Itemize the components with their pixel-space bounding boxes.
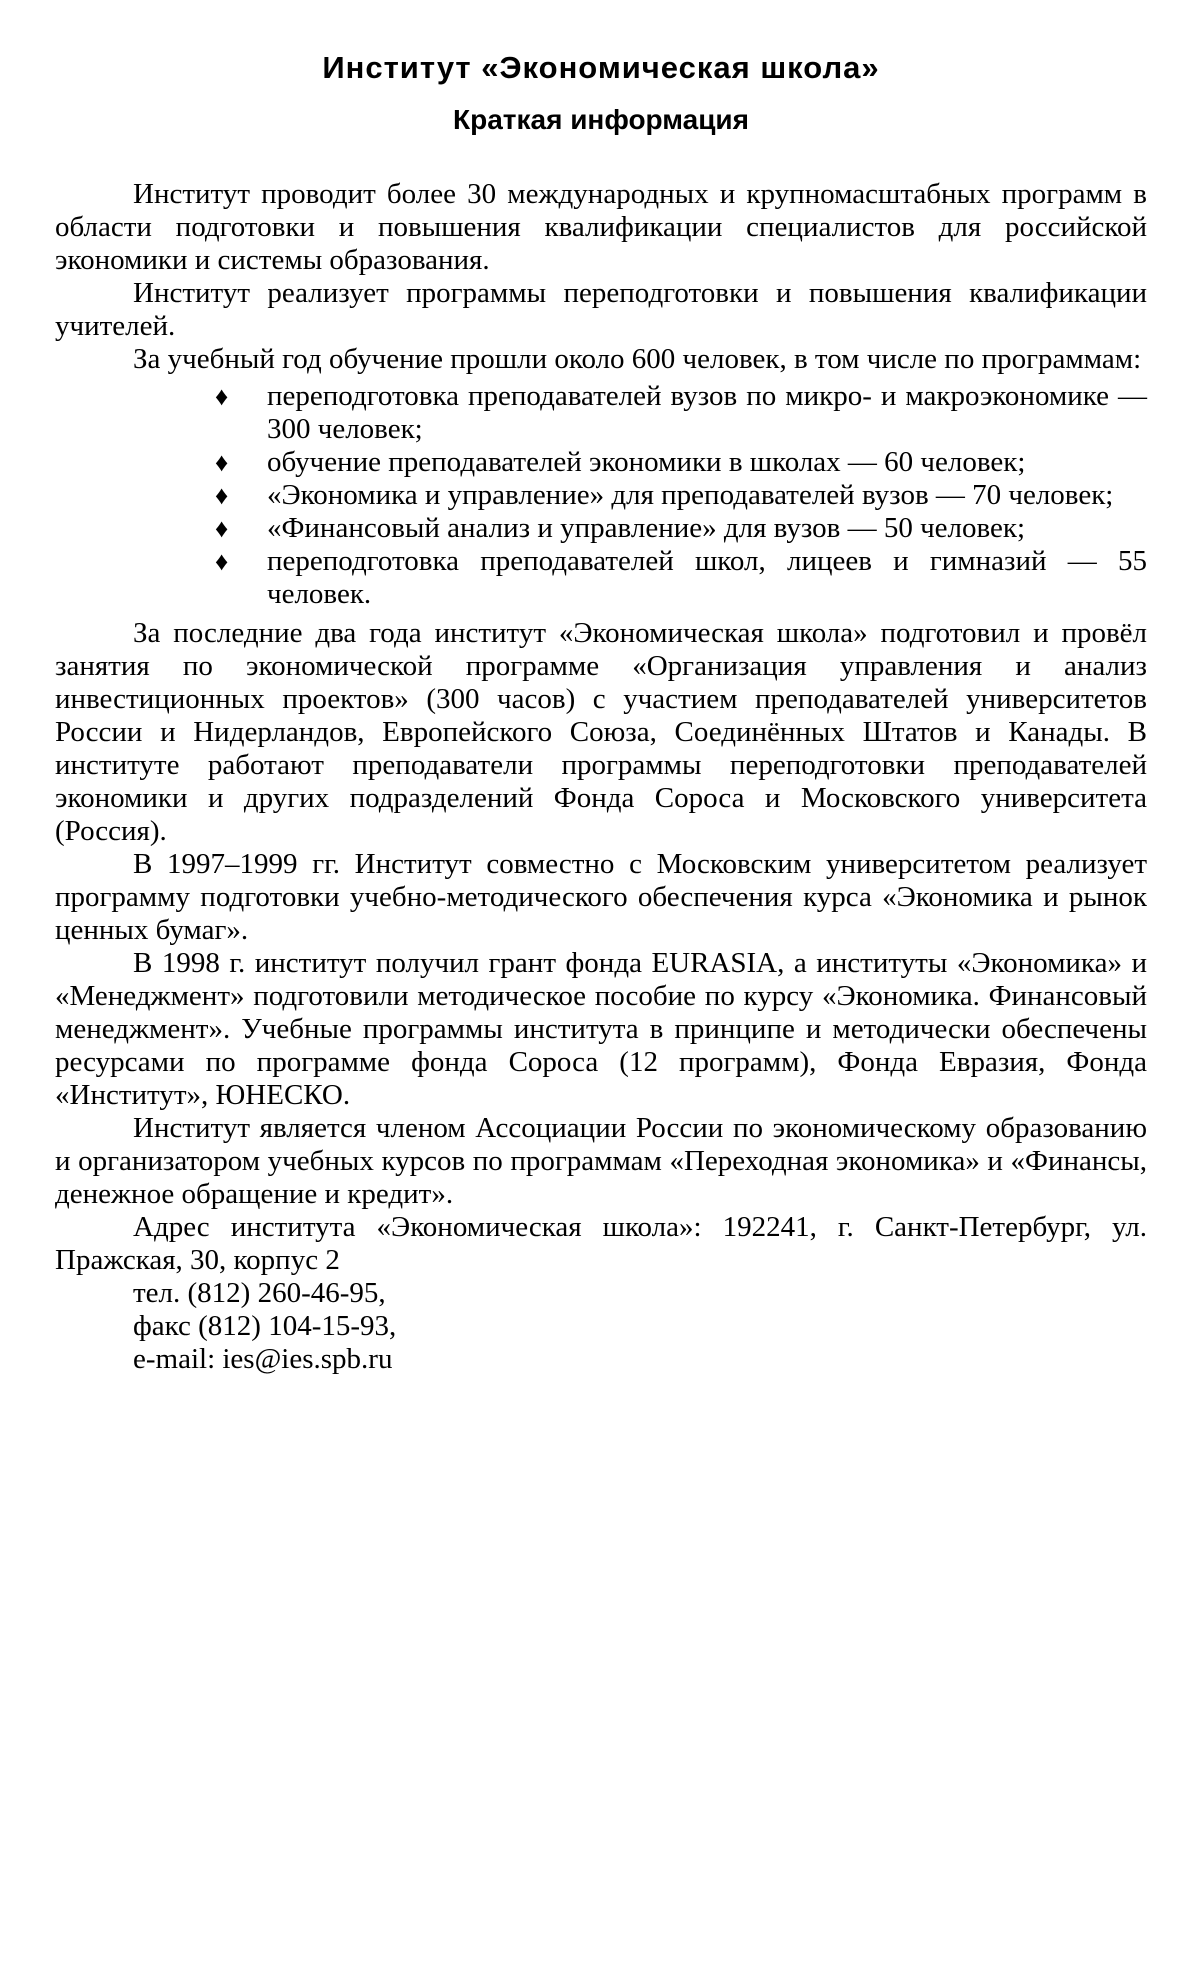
program-list <box>55 380 1147 611</box>
document-title: Институт «Экономическая школа» <box>322 50 880 85</box>
body-paragraph-1: За последние два года институт «Экономическая школа» подготовил и провёл занятия по экономической программе «Организация управления и анализ инвестиционных проектов» (300 часов) с участием преподавателей университетов России и Нидерландов, Европейского Союза, Соединённых Штатов и Канады. В институте работают преподаватели программы переподготовки преподавателей экономики и других подразделений Фонда Сороса и Московского университета (Россия). <box>55 617 1147 847</box>
list-item-text: «Финансовый анализ и управление» для вузов — 50 человек; <box>267 512 1026 544</box>
bullet-icon: ♦ <box>215 547 229 576</box>
document-subtitle: Краткая информация <box>453 104 749 135</box>
contact-address: Адрес института «Экономическая школа»: 192241, г. Санкт-Петербург, ул. Пражская, 30, корпус 2 <box>55 1211 1147 1276</box>
list-item-text: обучение преподавателей экономики в школах — 60 человек; <box>267 446 1026 478</box>
bullet-icon: ♦ <box>215 382 229 411</box>
list-item <box>215 512 1147 545</box>
contact-email[interactable]: e-mail: ies@ies.spb.ru <box>133 1343 393 1375</box>
intro-paragraph-3: За учебный год обучение прошли около 600 человек, в том числе по программам: <box>133 343 1142 375</box>
body-paragraph-4: Институт является членом Ассоциации России по экономическому образованию и организатором учебных курсов по программам «Переходная экономика» и «Финансы, денежное обращение и кредит». <box>55 1112 1147 1210</box>
bullet-icon: ♦ <box>215 514 229 543</box>
list-item <box>215 545 1147 611</box>
list-item <box>215 380 1147 446</box>
bullet-icon: ♦ <box>215 481 229 510</box>
document-page <box>55 48 1147 1376</box>
list-item <box>215 446 1147 479</box>
body-paragraph-3: В 1998 г. институт получил грант фонда EURASIA, а институты «Экономика» и «Менеджмент» подготовили методическое пособие по курсу «Экономика. Финансовый менеджмент». Учебные программы института в принципе и методически обеспечены ресурсами по программе фонда Сороса (12 программ), Фонда Евразия, Фонда «Институт», ЮНЕСКО. <box>55 947 1147 1111</box>
list-item <box>215 479 1147 512</box>
bullet-icon: ♦ <box>215 448 229 477</box>
contact-fax: факс (812) 104-15-93, <box>133 1310 397 1342</box>
list-item-text: «Экономика и управление» для преподавателей вузов — 70 человек; <box>267 479 1114 511</box>
intro-paragraph-1: Институт проводит более 30 международных и крупномасштабных программ в области подготовки и повышения квалификации специалистов для российской экономики и системы образования. <box>55 178 1147 276</box>
list-item-text: переподготовка преподавателей вузов по микро- и макроэкономике — 300 человек; <box>267 380 1147 445</box>
list-item-text: переподготовка преподавателей школ, лицеев и гимназий — 55 человек. <box>267 545 1147 610</box>
contact-phone: тел. (812) 260-46-95, <box>133 1277 386 1309</box>
intro-paragraph-2: Институт реализует программы переподготовки и повышения квалификации учителей. <box>55 277 1147 342</box>
body-paragraph-2: В 1997–1999 гг. Институт совместно с Московским университетом реализует программу подготовки учебно-методического обеспечения курса «Экономика и рынок ценных бумаг». <box>55 848 1147 946</box>
